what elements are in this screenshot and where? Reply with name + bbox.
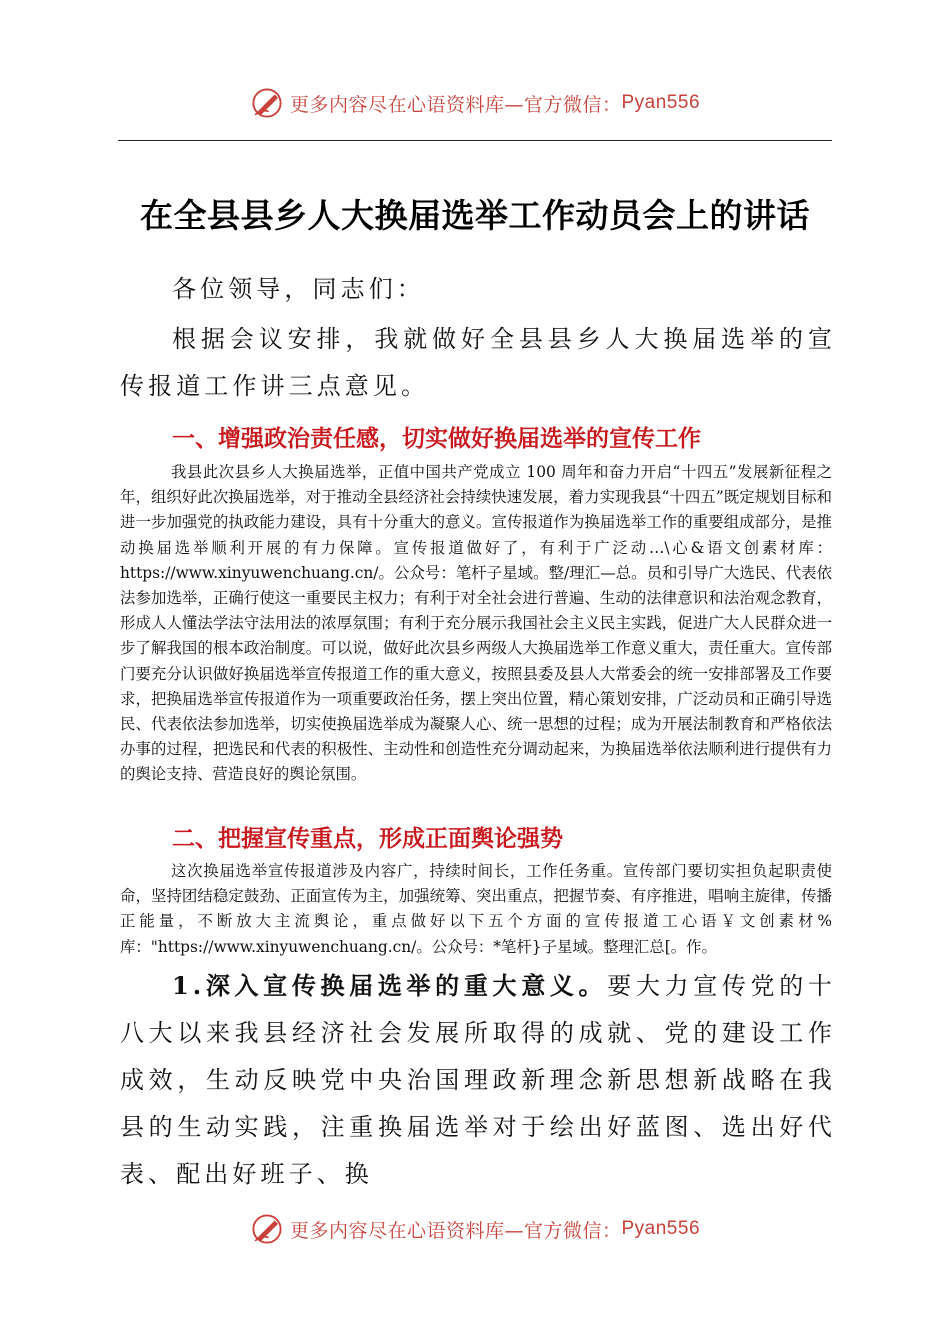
page-title: 在全县县乡人大换届选举工作动员会上的讲话 [140, 196, 810, 235]
section-1-heading: 一、增强政治责任感，切实做好换届选举的宣传工作 [172, 426, 701, 452]
intro-paragraph: 根据会议安排，我就做好全县县乡人大换届选举的宣传报道工作讲三点意见。 [120, 325, 836, 400]
header-banner [0, 86, 950, 120]
banner-text: 更多内容尽在心语资料库—官方微信： [289, 1219, 622, 1242]
header-divider [118, 140, 832, 141]
section-2-heading: 二、把握宣传重点，形成正面舆论强势 [172, 826, 563, 852]
pen-logo-icon [250, 1212, 284, 1246]
pen-logo-icon [250, 86, 284, 120]
point-1-text: 要大力宣传党的十八大以来我县经济社会发展所取得的成就、党的建设工作成效，生动反映党中央治国理政新理念新思想新战略在我县的生动实践，注重换届选举对于绘出好蓝图、选出好代表、配出好班子、换 [120, 972, 836, 1188]
section-1-body: 我县此次县乡人大换届选举，正值中国共产党成立 100 周年和奋力开启“十四五”发展新征程之年，组织好此次换届选举，对于推动全县经济社会持续快速发展，着力实现我县“十四五”既定规划目标和进一步加强党的执政能力建设，具有十分重大的意义。宣传报道作为换届选举工作的重要组成部分，是推动换届选举顺利开展的有力保障。宣传报道做好了，有利于广泛动…\心&语文创素材库：https://www.xinyuwenchuang.cn/。公众号：笔杆子星域。整/理汇—总。员和引导广大选民、代表依法参加选举，正确行使这一重要民主权力；有利于对全社会进行普遍、生动的法律意识和法治观念教育，形成人人懂法学法守法用法的浓厚氛围；有利于充分展示我国社会主义民主实践，促进广大人民群众进一步了解我国的根本政治制度。可以说，做好此次县乡两级人大换届选举工作意义重大，责任重大。宣传部门要充分认识做好换届选举宣传报道工作的重大意义，按照县委及县人大常委会的统一安排部署及工作要求，把换届选举宣传报道作为一项重要政治任务，摆上突出位置，精心策划安排，广泛动员和正确引导选民、代表依法参加选举，切实使换届选举成为凝聚人心、统一思想的过程；成为开展法制教育和严格依法办事的过程，把选民和代表的积极性、主动性和创造性充分调动起来，为换届选举依法顺利进行提供有力的舆论支持、营造良好的舆论氛围。 [120, 463, 832, 784]
wechat-id: Pyan556 [621, 1218, 701, 1239]
greeting: 各位领导，同志们： [172, 275, 425, 303]
point-1-paragraph [120, 962, 836, 1198]
section-2-body: 这次换届选举宣传报道涉及内容广，持续时间长，工作任务重。宣传部门要切实担负起职责使命，坚持团结稳定鼓劲、正面宣传为主，加强统筹、突出重点，把握节奏、有序推进，唱响主旋律，传播正能量，不断放大主流舆论，重点做好以下五个方面的宣传报道工心语￥文创素材%库："https://www.xinyuwenchuang.cn/。公众号：*笔杆}子星域。整理汇总[。作。 [120, 862, 832, 956]
point-1-lead: 1.深入宣传换届选举的重大意义。 [172, 971, 608, 1000]
wechat-id: Pyan556 [621, 92, 701, 113]
banner-text: 更多内容尽在心语资料库—官方微信： [289, 93, 622, 116]
footer-banner [0, 1212, 950, 1246]
